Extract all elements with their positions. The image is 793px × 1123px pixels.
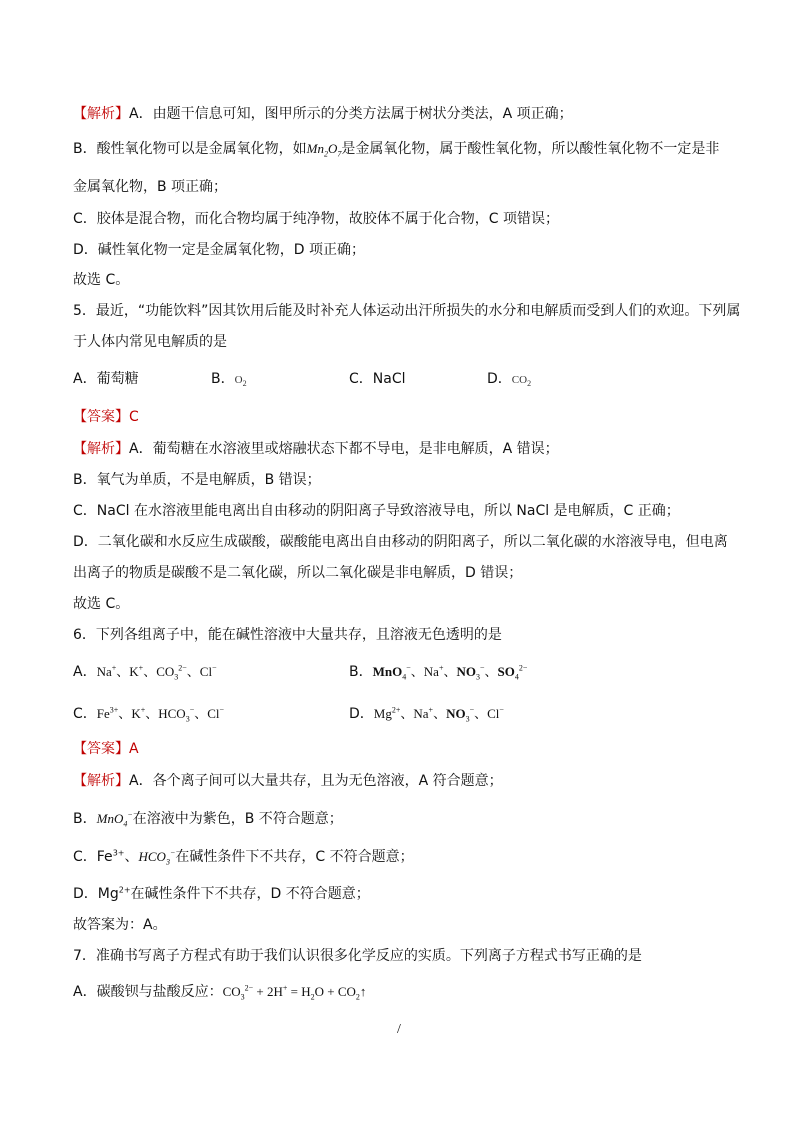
analysis-line-b: B．酸性氧化物可以是金属氧化物，如$Mn_2O_7$是金属氧化物，属于酸性氧化物，所以酸性氧化物不一定是非	[73, 141, 720, 159]
analysis-line-c: C．胶体是混合物，而化合物均属于纯净物，故胶体不属于化合物，C 项错误；	[73, 211, 559, 227]
analysis-5-d2: 出离子的物质是碳酸不是二氧化碳，所以二氧化碳是非电解质，D 错误；	[73, 565, 523, 581]
answer-6: 【答案】A	[73, 741, 139, 757]
analysis-6-a: 【解析】A．各个离子间可以大量共存，且为无色溶液，A 符合题意；	[73, 773, 503, 789]
q5-option-d: D．$CO_2$	[487, 371, 532, 389]
analysis-5-c: C．NaCl 在水溶液里能电离出自由移动的阴阳离子导致溶液导电，所以 NaCl 是电解质，C 正确；	[73, 503, 680, 519]
question-6: 6．下列各组离子中，能在碱性溶液中大量共存，且溶液无色透明的是	[73, 627, 502, 643]
question-5-line2: 于人体内常见电解质的是	[73, 334, 227, 350]
analysis-5-d1: D．二氧化碳和水反应生成碳酸，碳酸能电离出自由移动的阴阳离子，所以二氧化碳的水溶液导电，但电离	[73, 534, 728, 550]
analysis-6-d: D．$Mg^{2+}$在碱性条件下不共存，D 不符合题意；	[73, 885, 370, 902]
q5-option-a: A．葡萄糖	[73, 371, 139, 387]
answer-5: 【答案】C	[73, 409, 139, 425]
q6-option-c: C．$Fe^{3+}$、K+、$HCO_3^-$、Cl−	[73, 705, 225, 724]
analysis-line-a: 【解析】A．由题干信息可知，图甲所示的分类方法属于树状分类法，A 项正确；	[73, 106, 573, 122]
conclusion-5: 故选 C。	[73, 596, 130, 612]
analysis-5-b: B．氧气为单质，不是电解质，B 错误；	[73, 472, 321, 488]
conclusion-6: 故答案为：A。	[73, 917, 167, 933]
question-7: 7．准确书写离子方程式有助于我们认识很多化学反应的实质。下列离子方程式书写正确的是	[73, 948, 642, 964]
q5-option-b: B．$O_2$	[211, 371, 247, 389]
conclusion-line: 故选 C。	[73, 272, 130, 288]
q5-option-c: C．NaCl	[349, 371, 406, 387]
analysis-tag: 【解析】	[73, 106, 129, 122]
analysis-6-b: B．MnO$_4$−在溶液中为紫色，B 不符合题意；	[73, 810, 343, 829]
mn2o7-formula: $Mn_2O_7$	[306, 141, 342, 159]
analysis-line-b-cont: 金属氧化物，B 项正确；	[73, 179, 228, 195]
analysis-line-d: D．碱性氧化物一定是金属氧化物，D 项正确；	[73, 242, 366, 258]
question-5-line1: 5．最近，“功能饮料”因其饮用后能及时补充人体运动出汗所损失的水分和电解质而受到人们的欢迎。下列属	[73, 303, 741, 319]
q6-option-b: B．MnO$_4$−、Na+、$NO_3^-$、$SO_4^{2-}$	[349, 663, 528, 682]
analysis-6-c: C．$Fe^{3+}$、$HCO_3^-$在碱性条件下不共存，C 不符合题意；	[73, 848, 414, 867]
analysis-5-a: 【解析】A．葡萄糖在水溶液里或熔融状态下都不导电，是非电解质，A 错误；	[73, 441, 559, 457]
q7-option-a: A．碳酸钡与盐酸反应：$CO_3^{2-} + 2H^+ = H_2O$ + $CO_2↑$	[73, 983, 367, 1002]
q6-option-d: D．$Mg^{2+}$、Na+、$NO_3^-$、Cl−	[349, 705, 504, 724]
page-number: /	[397, 1022, 401, 1037]
q6-option-a: A．Na+、K+、$CO_3^{2-}$、Cl−	[73, 663, 217, 682]
